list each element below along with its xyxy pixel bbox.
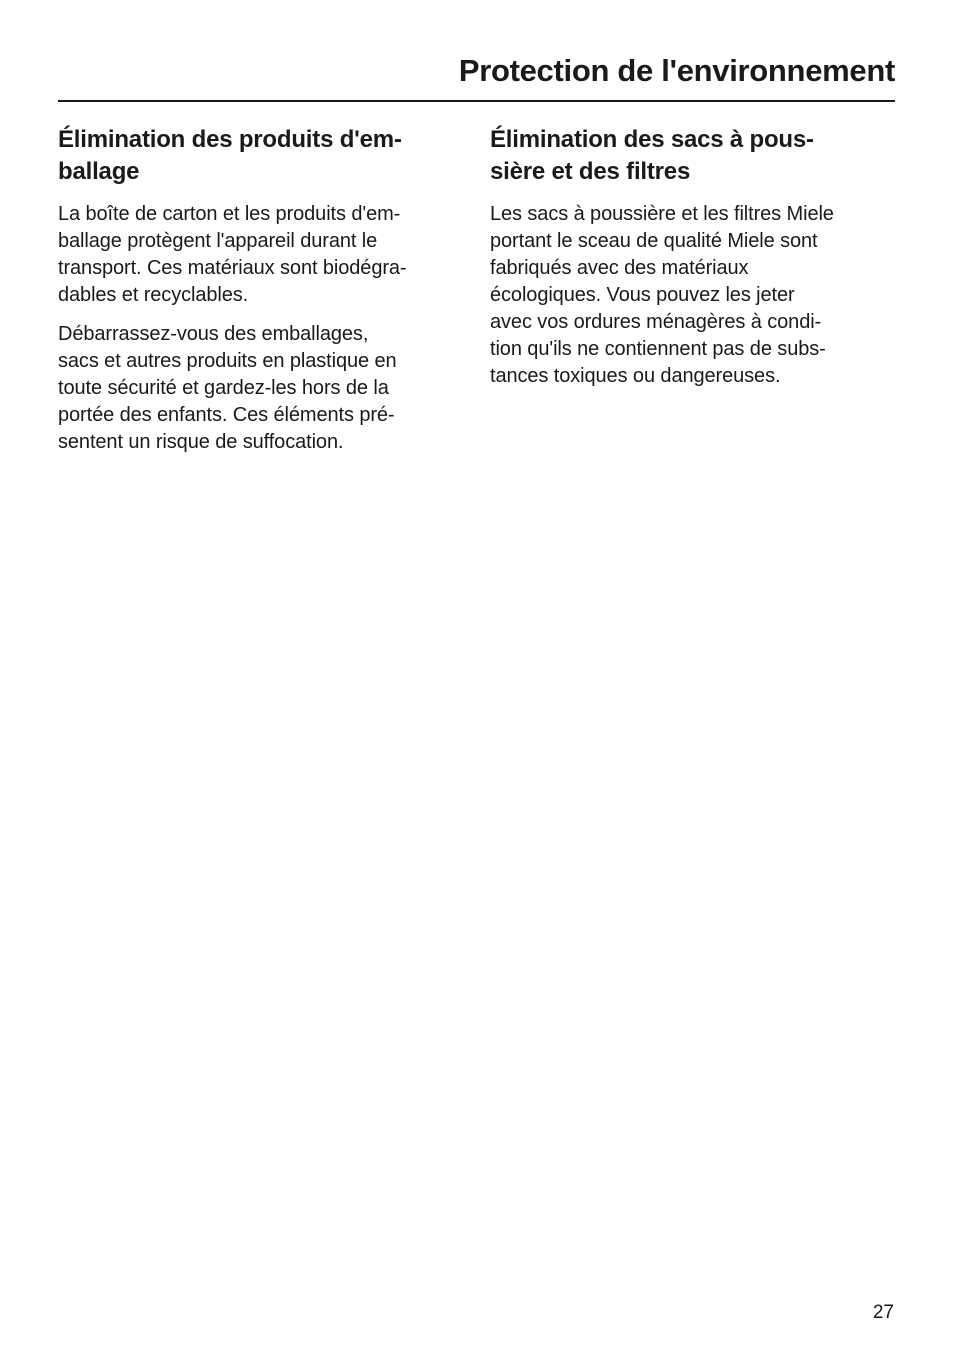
page-number: 27 [872,1302,894,1323]
text-line: Débarrassez-vous des emballages, [58,323,369,345]
text-line: portant le sceau de qualité Miele sont [490,230,818,252]
right-column [490,124,895,402]
text-line: La boîte de carton et les produits d'em- [58,203,401,225]
text-line: sacs et autres produits en plastique en [58,350,397,372]
heading-line: sière et des filtres [490,158,691,185]
text-line: tances toxiques ou dangereuses. [490,365,781,387]
paragraph-packaging-intro [58,201,468,309]
text-line: portée des enfants. Ces éléments pré- [58,404,395,426]
text-line: écologiques. Vous pouvez les jeter [490,284,795,306]
section-heading-packaging [58,124,468,188]
heading-line: Élimination des produits d'em- [58,126,402,153]
text-line: toute sécurité et gardez-les hors de la [58,377,389,399]
text-line: dables et recyclables. [58,284,249,306]
paragraph-dustbags [490,201,895,390]
text-line: transport. Ces matériaux sont biodégra- [58,257,407,279]
text-line: Les sacs à poussière et les filtres Miele [490,203,834,225]
text-line: sentent un risque de suffocation. [58,431,344,453]
text-line: tion qu'ils ne contiennent pas de subs- [490,338,826,360]
text-line: fabriqués avec des matériaux [490,257,749,279]
paragraph-packaging-safety [58,321,468,456]
text-line: avec vos ordures ménagères à condi- [490,311,822,333]
section-heading-dustbags [490,124,895,188]
text-line: ballage protègent l'appareil durant le [58,230,378,252]
heading-line: Élimination des sacs à pous- [490,126,814,153]
page-title: Protection de l'environnement [458,53,895,88]
page-header [58,50,895,102]
left-column [58,124,468,468]
heading-line: ballage [58,158,140,185]
